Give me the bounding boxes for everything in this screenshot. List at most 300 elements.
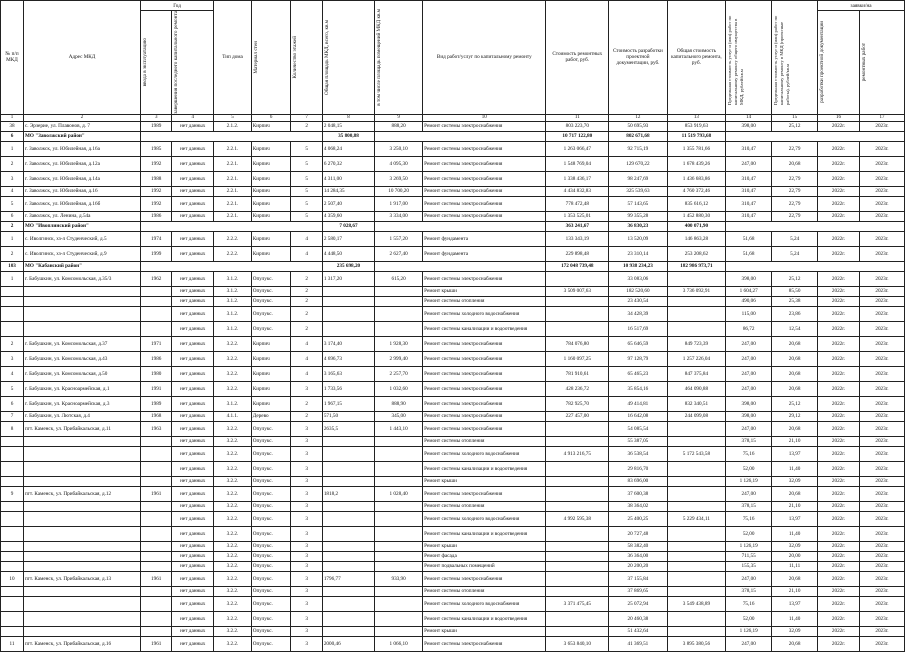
row-wall-material: Кирпич	[251, 171, 291, 186]
empty-cell	[141, 541, 172, 551]
row-total-cost: 3 736 092,91	[667, 286, 726, 296]
row-design-period: 2022г.	[818, 446, 860, 461]
row-unit-cost-max2: 13,97	[772, 596, 818, 611]
row-number: 1	[1, 141, 24, 156]
row-repair-period: 2023г.	[859, 486, 904, 501]
row-design-period: 2022г.	[818, 156, 860, 171]
row-wall-material: Опулукс.	[251, 571, 291, 586]
empty-cell	[23, 286, 140, 296]
row-wall-material: Кирпич	[251, 366, 291, 381]
header-repair-cost: Стоимость ремонтных работ, руб.	[546, 1, 609, 115]
row-year-last-repair: нет данных	[172, 141, 214, 156]
row-repair-cost	[546, 611, 609, 626]
row-design-cost: 37 869,65	[609, 586, 668, 596]
row-year-built: 1968	[141, 411, 172, 421]
row-total-area: 3 165,63	[322, 366, 374, 381]
header-year-group: Год	[141, 1, 214, 11]
row-house-type: 2.2.2.	[214, 246, 252, 261]
row-total-cost: 1 257 226,04	[667, 351, 726, 366]
table-row	[1, 571, 905, 586]
empty-cell	[23, 446, 140, 461]
group-area: 235 698,20	[322, 261, 374, 271]
row-repair-period: 2023г.	[859, 366, 904, 381]
row-repair-period: 2023г.	[859, 381, 904, 396]
row-unit-cost-max: 310,47	[726, 186, 772, 196]
header-design-period: разработки проектной документации	[818, 11, 860, 115]
row-work-type: Ремонт системы канализации и водоотведения	[423, 461, 546, 476]
row-year-last-repair: нет данных	[172, 636, 214, 651]
row-floors: 2	[291, 271, 322, 286]
row-total-cost	[667, 486, 726, 501]
row-repair-period: 2023г.	[859, 306, 904, 321]
row-floors: 3	[291, 461, 322, 476]
row-address: г. Заволжск, ул. Юбилейная, д.16б	[23, 196, 140, 211]
row-unit-cost-max: 52,00	[726, 526, 772, 541]
row-design-cost: 57 143,65	[609, 196, 668, 211]
row-unit-cost-max2: 5,24	[772, 231, 818, 246]
row-total-cost: 253 208,62	[667, 246, 726, 261]
row-address: с. Эрзерие, ул. Плавонов, д. 7	[23, 121, 140, 131]
column-number: 17	[859, 114, 904, 121]
row-repair-period: 2023г.	[859, 571, 904, 586]
row-repair-cost: 3 371 475,45	[546, 596, 609, 611]
row-repair-period: 2023г.	[859, 551, 904, 561]
group-repair-cost: 363 241,67	[546, 221, 609, 231]
table-row	[1, 366, 905, 381]
row-work-type: Ремонт крыши	[423, 541, 546, 551]
row-design-cost: 65 646,59	[609, 336, 668, 351]
row-design-cost: 182 520,60	[609, 286, 668, 296]
row-work-type: Ремонт системы холодного водоснабжения	[423, 306, 546, 321]
row-repair-cost: 4 913 216,75	[546, 446, 609, 461]
row-design-cost: 99 355,28	[609, 211, 668, 221]
row-house-type: 3.2.2.	[214, 586, 252, 596]
row-unit-cost-max: 75,16	[726, 596, 772, 611]
row-repair-period: 2023г.	[859, 156, 904, 171]
row-total-cost	[667, 306, 726, 321]
row-house-type: 3.2.2.	[214, 636, 252, 651]
row-design-period: 2022г.	[818, 171, 860, 186]
row-design-cost: 58 382,40	[609, 541, 668, 551]
header-year-built: ввода в эксплуатацию	[141, 11, 172, 115]
row-total-cost	[667, 551, 726, 561]
row-work-type: Ремонт системы канализации и водоотведения	[423, 611, 546, 626]
row-address: пгт. Каменск, ул. Прибайкальская, д.16	[23, 636, 140, 651]
row-year-built: 1980	[141, 366, 172, 381]
row-design-cost: 33 083,06	[609, 271, 668, 286]
row-year-built: 1992	[141, 186, 172, 196]
row-number: 9	[1, 486, 24, 501]
row-wall-material: Опулукс.	[251, 476, 291, 486]
row-work-type: Ремонт системы электроснабжения	[423, 196, 546, 211]
empty-cell	[141, 501, 172, 511]
row-unit-cost-max: 51,68	[726, 246, 772, 261]
table-header	[1, 1, 905, 122]
row-repair-period: 2023г.	[859, 121, 904, 131]
row-year-built: 1989	[141, 121, 172, 131]
column-number: 16	[818, 114, 860, 121]
row-design-period: 2022г.	[818, 296, 860, 306]
row-residential-area: 1 028,40	[375, 486, 423, 501]
row-total-area: 3 174,40	[322, 336, 374, 351]
row-year-last-repair: нет данных	[172, 306, 214, 321]
sub-row	[1, 586, 905, 596]
row-unit-cost-max: 1 126,19	[726, 626, 772, 636]
row-repair-period: 2023г.	[859, 231, 904, 246]
row-house-type: 3.1.2.	[214, 321, 252, 336]
empty-cell	[23, 321, 140, 336]
row-house-type: 3.2.2.	[214, 436, 252, 446]
empty-cell	[1, 436, 24, 446]
row-design-cost: 29 816,70	[609, 461, 668, 476]
row-number: 2	[1, 246, 24, 261]
group-row	[1, 221, 905, 231]
empty-cell	[726, 221, 905, 231]
row-design-cost: 129 670,22	[609, 156, 668, 171]
row-house-type: 2.2.1.	[214, 171, 252, 186]
table-row	[1, 246, 905, 261]
header-work-type: Вид работ/услуг по капитальному ремонту	[423, 1, 546, 115]
empty-cell	[23, 501, 140, 511]
header-unit-cost-max2: Предельная стоимость услуг и (или) работ по капитальному ремонту в МКД (проектные работы), рублей/кв.м	[772, 1, 818, 115]
empty-cell	[141, 626, 172, 636]
row-design-period: 2022г.	[818, 476, 860, 486]
empty-cell	[375, 306, 423, 321]
row-total-cost	[667, 611, 726, 626]
table-row	[1, 271, 905, 286]
row-address: г. Заволжск, ул. Юбилейная, д.14а	[23, 171, 140, 186]
row-design-cost: 41 369,51	[609, 636, 668, 651]
column-number: 8	[322, 114, 374, 121]
row-design-cost: 65 465,23	[609, 366, 668, 381]
table-row	[1, 141, 905, 156]
row-floors: 4	[291, 366, 322, 381]
row-address: г. Заволжск, ул. Юбилейная, д.16а	[23, 141, 140, 156]
row-floors: 5	[291, 211, 322, 221]
group-name: МО "Кабанский район"	[23, 261, 140, 271]
row-work-type: Ремонт системы электроснабжения	[423, 421, 546, 436]
row-work-type: Ремонт системы электроснабжения	[423, 636, 546, 651]
empty-cell	[23, 596, 140, 611]
row-design-period: 2022г.	[818, 586, 860, 596]
column-number: 9	[375, 114, 423, 121]
empty-cell	[726, 261, 905, 271]
row-design-cost: 49 414,81	[609, 396, 668, 411]
header-year-last-repair: завершения последнего капитального ремонта	[172, 11, 214, 115]
row-repair-cost: 1 338 436,17	[546, 171, 609, 186]
empty-cell	[23, 626, 140, 636]
empty-cell	[141, 221, 323, 231]
row-wall-material: Опулукс.	[251, 461, 291, 476]
row-unit-cost-max: 310,47	[726, 211, 772, 221]
row-repair-cost: 782 925,70	[546, 396, 609, 411]
empty-cell	[375, 626, 423, 636]
row-repair-cost	[546, 541, 609, 551]
row-wall-material: Кирпич	[251, 211, 291, 221]
row-house-type: 3.2.2.	[214, 611, 252, 626]
row-year-last-repair: нет данных	[172, 551, 214, 561]
table-row	[1, 381, 905, 396]
row-residential-area: 2 627,40	[375, 246, 423, 261]
row-house-type: 2.2.1.	[214, 141, 252, 156]
row-house-type: 3.2.2.	[214, 596, 252, 611]
row-repair-period: 2023г.	[859, 411, 904, 421]
row-design-period: 2022г.	[818, 381, 860, 396]
row-year-last-repair: нет данных	[172, 186, 214, 196]
row-repair-cost	[546, 421, 609, 436]
empty-cell	[322, 586, 374, 596]
row-floors: 3	[291, 596, 322, 611]
group-row	[1, 131, 905, 141]
row-floors: 2	[291, 321, 322, 336]
row-address: г. Бабушкин, ул. Лютская, д.4	[23, 411, 140, 421]
empty-cell	[1, 596, 24, 611]
row-design-period: 2022г.	[818, 526, 860, 541]
row-design-period: 2022г.	[818, 461, 860, 476]
row-unit-cost-max2: 13,97	[772, 511, 818, 526]
row-unit-cost-max2: 20,68	[772, 571, 818, 586]
empty-cell	[322, 476, 374, 486]
row-design-cost: 51 432,64	[609, 626, 668, 636]
empty-cell	[322, 296, 374, 306]
empty-cell	[375, 511, 423, 526]
row-residential-area: 3 334,00	[375, 211, 423, 221]
row-unit-cost-max: 52,00	[726, 611, 772, 626]
row-wall-material: Опулукс.	[251, 486, 291, 501]
empty-cell	[726, 131, 905, 141]
row-design-cost: 23 430,54	[609, 296, 668, 306]
empty-cell	[322, 306, 374, 321]
row-floors: 4	[291, 231, 322, 246]
row-residential-area: 1 032,60	[375, 381, 423, 396]
row-wall-material: Опулукс.	[251, 271, 291, 286]
row-number: 5	[1, 196, 24, 211]
table-row	[1, 121, 905, 131]
row-repair-cost: 784 076,80	[546, 336, 609, 351]
table-row	[1, 196, 905, 211]
row-wall-material: Опулукс.	[251, 286, 291, 296]
row-floors: 2	[291, 286, 322, 296]
row-work-type: Ремонт системы холодного водоснабжения	[423, 511, 546, 526]
group-design-cost: 802 671,68	[609, 131, 668, 141]
header-wall-material: Материал стен	[251, 1, 291, 115]
row-design-period: 2022г.	[818, 246, 860, 261]
row-year-last-repair: нет данных	[172, 611, 214, 626]
row-address: пгт. Каменск, ул. Прибайкальская, д.12	[23, 486, 140, 501]
row-unit-cost-max2: 20,68	[772, 486, 818, 501]
row-design-period: 2022г.	[818, 186, 860, 196]
row-unit-cost-max2: 25,38	[772, 296, 818, 306]
empty-cell	[375, 221, 546, 231]
row-total-cost: 1 436 683,86	[667, 171, 726, 186]
column-number: 3	[141, 114, 172, 121]
row-residential-area: 345,00	[375, 411, 423, 421]
row-work-type: Ремонт фундамента	[423, 246, 546, 261]
row-unit-cost-max2: 32,09	[772, 476, 818, 486]
header-floors: Количество этажей	[291, 1, 322, 115]
row-residential-area: 1 557,20	[375, 231, 423, 246]
table-row	[1, 486, 905, 501]
group-area: 7 028,67	[322, 221, 374, 231]
row-design-period: 2022г.	[818, 411, 860, 421]
row-wall-material: Опулукс.	[251, 586, 291, 596]
row-number: 4	[1, 366, 24, 381]
row-house-type: 3.2.2.	[214, 541, 252, 551]
row-repair-cost: 428 236,72	[546, 381, 609, 396]
row-repair-period: 2023г.	[859, 286, 904, 296]
group-total-cost: 182 986 973,71	[667, 261, 726, 271]
row-year-last-repair: нет данных	[172, 561, 214, 571]
row-unit-cost-max2: 20,00	[772, 551, 818, 561]
row-year-built: 1961	[141, 636, 172, 651]
empty-cell	[322, 286, 374, 296]
empty-cell	[375, 286, 423, 296]
row-wall-material: Опулукс.	[251, 446, 291, 461]
row-unit-cost-max2: 23,86	[772, 306, 818, 321]
empty-cell	[1, 586, 24, 596]
row-total-area: 2 048,15	[322, 121, 374, 131]
sub-row	[1, 306, 905, 321]
empty-cell	[23, 306, 140, 321]
sub-row	[1, 461, 905, 476]
empty-cell	[141, 306, 172, 321]
row-unit-cost-max: 247,00	[726, 571, 772, 586]
row-repair-cost	[546, 486, 609, 501]
row-repair-period: 2023г.	[859, 541, 904, 551]
row-repair-cost	[546, 476, 609, 486]
row-unit-cost-max2: 12,54	[772, 321, 818, 336]
row-year-built: 1986	[141, 351, 172, 366]
empty-cell	[375, 476, 423, 486]
row-unit-cost-max2: 25,12	[772, 271, 818, 286]
column-number: 10	[423, 114, 546, 121]
header-total-area: Общая площадь МКД, всего, кв.м	[322, 1, 374, 115]
row-design-period: 2022г.	[818, 596, 860, 611]
row-number: 2	[1, 336, 24, 351]
row-address: г. Заволжск, ул. Юбилейная, д.16	[23, 186, 140, 196]
row-total-area: 4 311,00	[322, 171, 374, 186]
row-floors: 2	[291, 306, 322, 321]
empty-cell	[141, 511, 172, 526]
row-total-cost	[667, 501, 726, 511]
row-floors: 2	[291, 396, 322, 411]
row-wall-material: Опулукс.	[251, 626, 291, 636]
empty-cell	[141, 551, 172, 561]
row-unit-cost-max2: 32,09	[772, 541, 818, 551]
row-house-type: 3.2.2.	[214, 571, 252, 586]
row-residential-area: 1 917,00	[375, 196, 423, 211]
row-design-period: 2022г.	[818, 286, 860, 296]
row-work-type: Ремонт системы отопления	[423, 501, 546, 511]
row-repair-period: 2023г.	[859, 196, 904, 211]
row-unit-cost-max2: 22,79	[772, 211, 818, 221]
row-design-cost: 13 520,09	[609, 231, 668, 246]
column-number: 7	[291, 114, 322, 121]
row-repair-cost: 4 434 832,83	[546, 186, 609, 196]
row-repair-cost: 3 509 007,63	[546, 286, 609, 296]
row-repair-period: 2023г.	[859, 586, 904, 596]
empty-cell	[375, 541, 423, 551]
empty-cell	[23, 436, 140, 446]
row-year-last-repair: нет данных	[172, 396, 214, 411]
row-repair-cost: 781 910,61	[546, 366, 609, 381]
empty-cell	[322, 541, 374, 551]
row-design-period: 2022г.	[818, 551, 860, 561]
row-floors: 3	[291, 436, 322, 446]
header-address: Адрес МКД	[23, 1, 140, 115]
row-total-cost	[667, 321, 726, 336]
row-number: 38	[1, 121, 24, 131]
row-work-type: Ремонт системы отопления	[423, 436, 546, 446]
empty-cell	[322, 596, 374, 611]
row-repair-cost	[546, 321, 609, 336]
row-year-last-repair: нет данных	[172, 436, 214, 446]
empty-cell	[375, 131, 546, 141]
empty-cell	[23, 551, 140, 561]
row-floors: 3	[291, 486, 322, 501]
row-house-type: 3.2.2.	[214, 351, 252, 366]
row-address: пгт. Каменск, ул. Прибайкальская, д.11	[23, 421, 140, 436]
row-house-type: 3.2.2.	[214, 626, 252, 636]
row-wall-material: Кирпич	[251, 351, 291, 366]
row-year-built: 1992	[141, 196, 172, 211]
empty-cell	[375, 526, 423, 541]
row-address: г. Бабушкин, ул. Красноармейская, д.3	[23, 396, 140, 411]
row-year-built: 1992	[141, 156, 172, 171]
empty-cell	[23, 461, 140, 476]
row-design-cost: 55 387,05	[609, 436, 668, 446]
row-total-area: 2000,46	[322, 636, 374, 651]
row-address: г. Бабушкин, ул. Комсомольская, д.35/3	[23, 271, 140, 286]
row-repair-period: 2023г.	[859, 501, 904, 511]
row-year-last-repair: нет данных	[172, 596, 214, 611]
row-unit-cost-max2: 22,79	[772, 141, 818, 156]
sub-row	[1, 321, 905, 336]
empty-cell	[141, 561, 172, 571]
row-floors: 3	[291, 511, 322, 526]
row-unit-cost-max2: 21,10	[772, 501, 818, 511]
row-repair-cost: 1 263 066,47	[546, 141, 609, 156]
row-wall-material: Кирпич	[251, 381, 291, 396]
row-wall-material: Опулукс.	[251, 596, 291, 611]
empty-cell	[322, 511, 374, 526]
row-repair-period: 2023г.	[859, 186, 904, 196]
row-residential-area: 3 250,10	[375, 141, 423, 156]
row-design-cost: 37 600,38	[609, 486, 668, 501]
row-residential-area: 1 928,30	[375, 336, 423, 351]
row-unit-cost-max: 1 126,19	[726, 476, 772, 486]
empty-cell	[1, 321, 24, 336]
row-number: 6	[1, 396, 24, 411]
row-residential-area: 615,20	[375, 271, 423, 286]
row-design-period: 2022г.	[818, 571, 860, 586]
row-repair-cost: 3 653 840,10	[546, 636, 609, 651]
row-work-type: Ремонт системы электроснабжения	[423, 336, 546, 351]
row-year-last-repair: нет данных	[172, 171, 214, 186]
row-repair-cost	[546, 461, 609, 476]
row-year-last-repair: нет данных	[172, 461, 214, 476]
row-total-cost: 464 090,88	[667, 381, 726, 396]
row-repair-period: 2023г.	[859, 246, 904, 261]
row-unit-cost-max: 378,15	[726, 501, 772, 511]
row-house-type: 2.2.1.	[214, 211, 252, 221]
group-number: 6	[1, 131, 24, 141]
row-total-area: 1796,77	[322, 571, 374, 586]
row-address: с. Иволгинск, хз-л Студенческий, д.5	[23, 231, 140, 246]
row-work-type: Ремонт крыши	[423, 286, 546, 296]
row-year-built: 1974	[141, 231, 172, 246]
row-work-type: Ремонт системы электроснабжения	[423, 486, 546, 501]
